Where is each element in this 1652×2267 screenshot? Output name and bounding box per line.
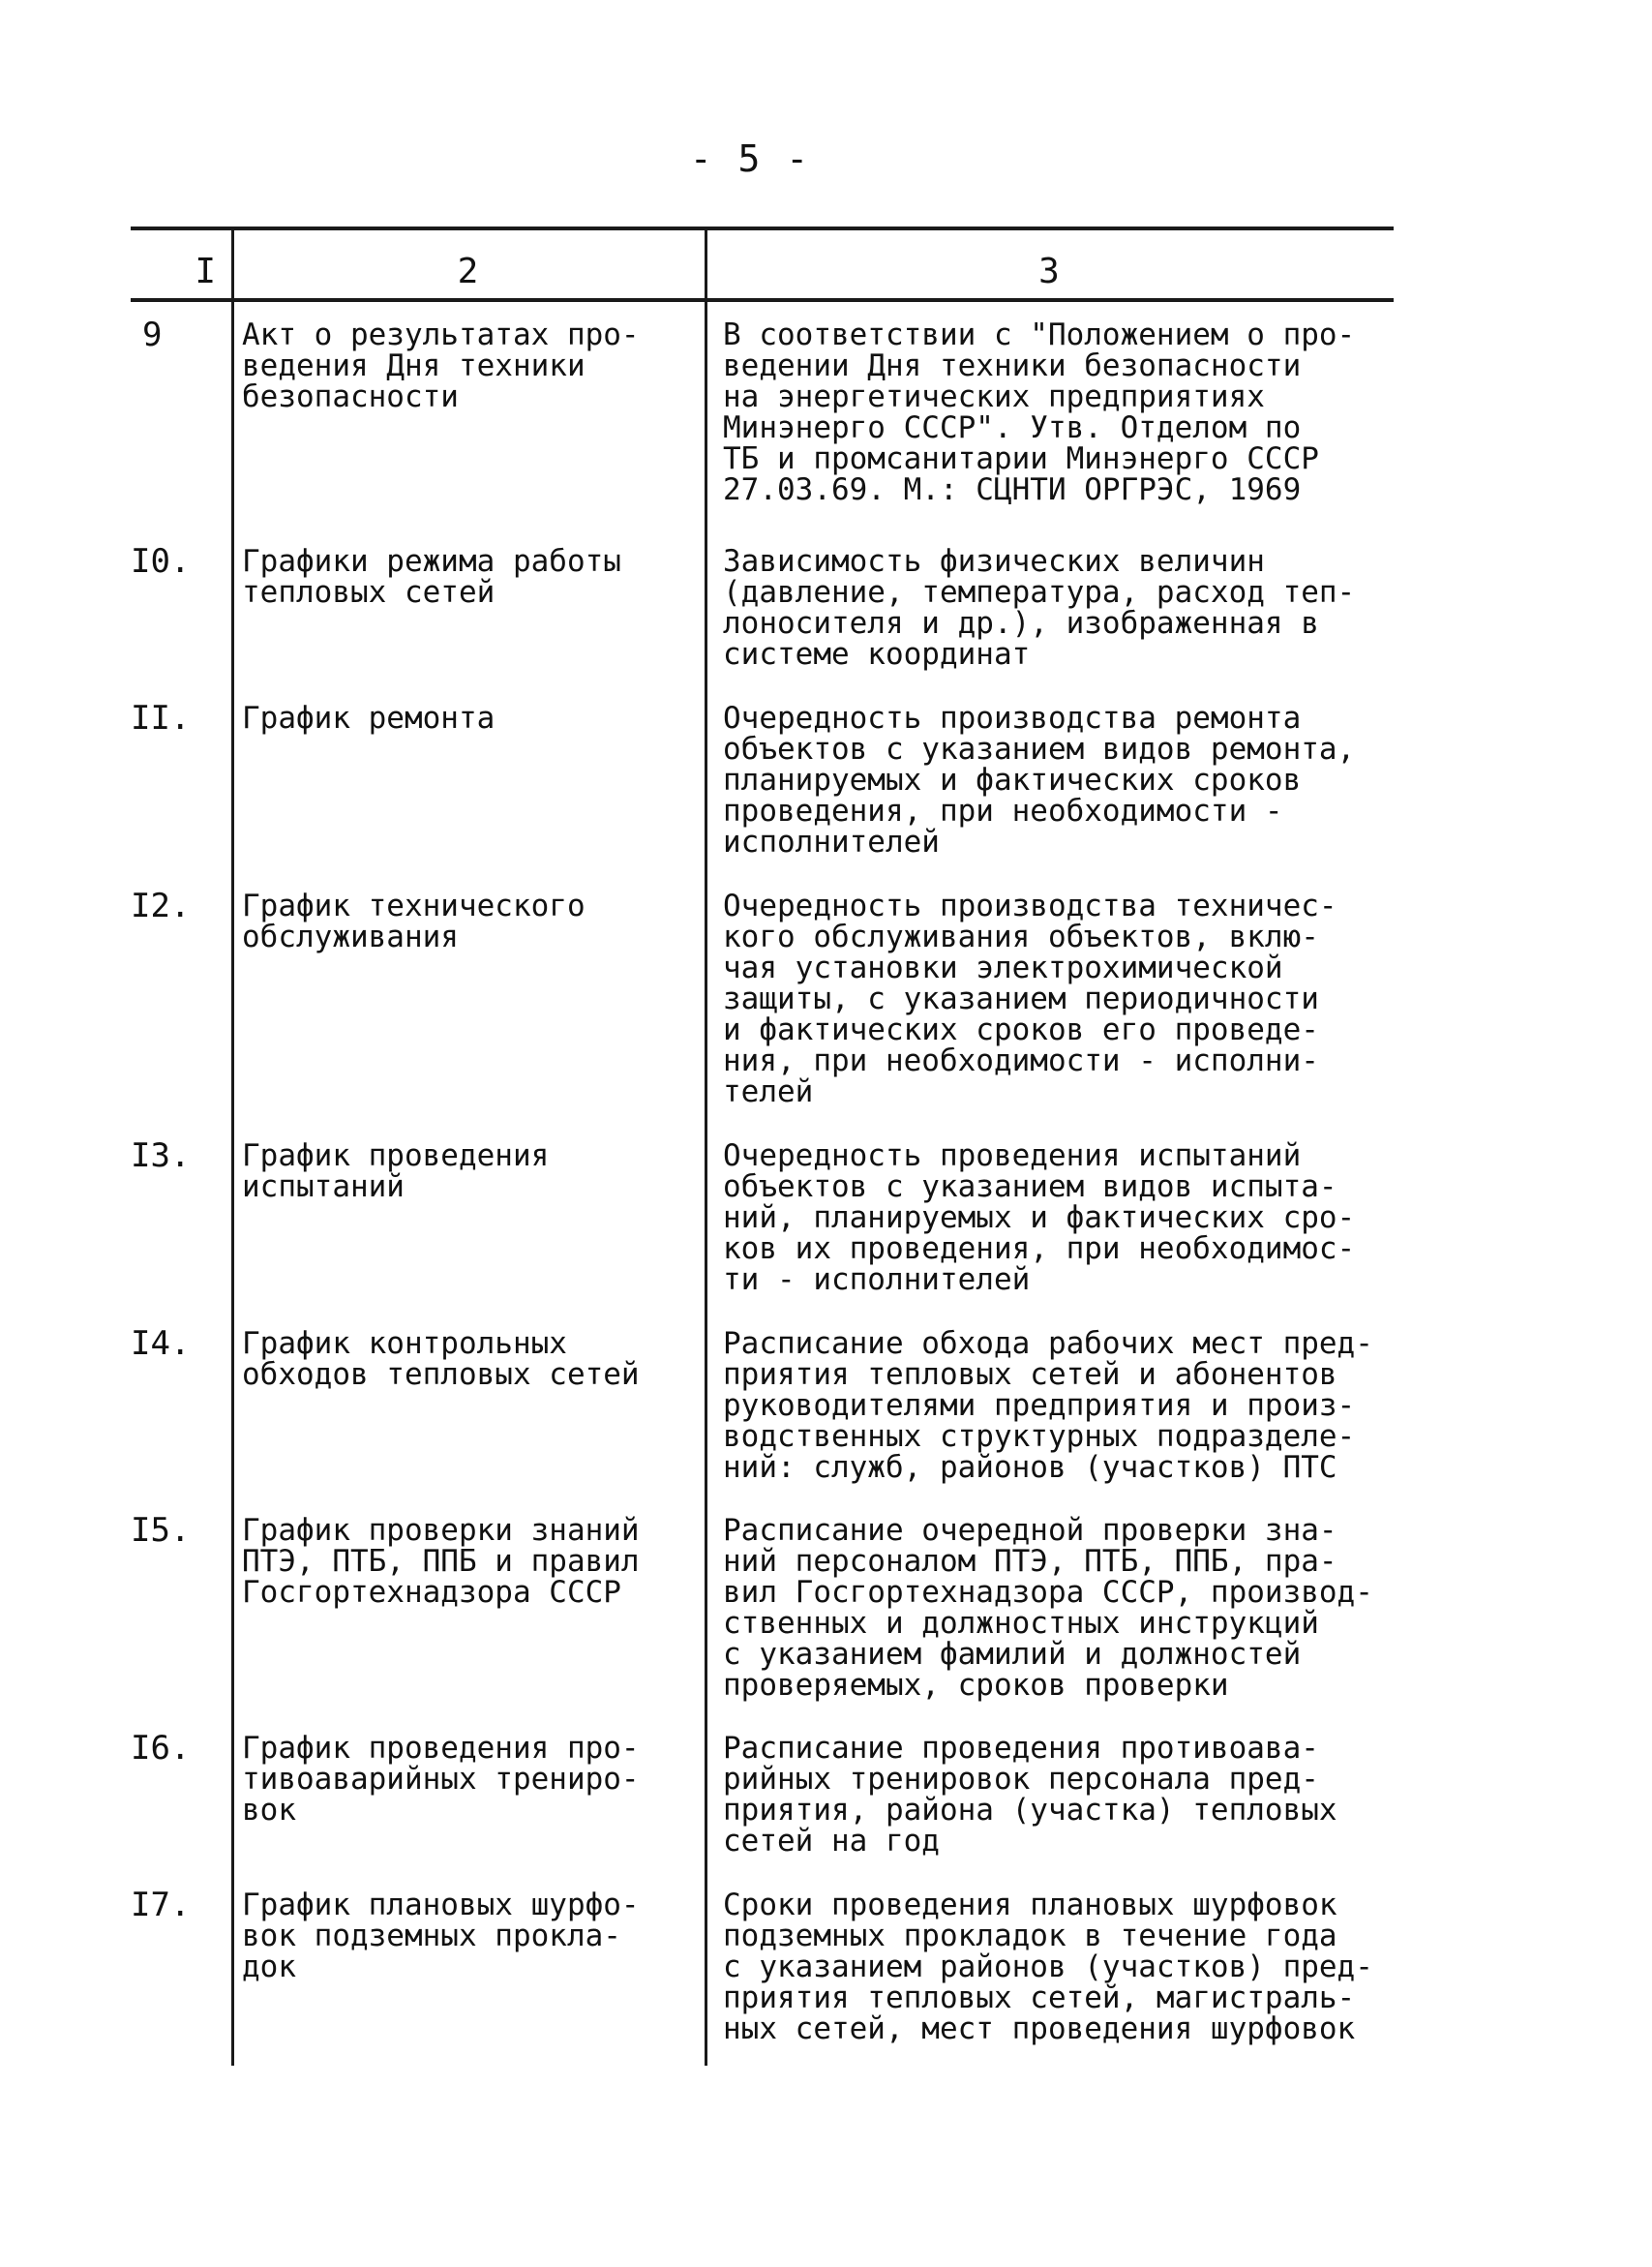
row-number: I3.	[131, 1136, 191, 1175]
header-col-3: 3	[1038, 252, 1060, 291]
row-definition: Расписание очередной проверки зна- ний персоналом ПТЭ, ПТБ, ППБ, пра- вил Госгортехнадзора СССР, производ- ственных и должностных инструкций с указанием фамилий и должностей проверяемых, сроков проверки	[723, 1513, 1373, 1703]
row-term: Акт о результатах про- ведения Дня техники безопасности	[242, 317, 640, 414]
header-col-1	[131, 252, 227, 291]
row-definition: В соответствии с "Положением о про- ведении Дня техники безопасности на энергетических предприятиях Минэнерго СССР". Утв. Отделом по ТБ и промсанитарии Минэнерго СССР 27.03.69. М.: СЦНТИ ОРГРЭС, 1969	[723, 317, 1356, 507]
header-col-1-label: I	[195, 252, 216, 291]
terms-table	[131, 227, 1394, 2066]
row-term: График проведения про- тивоаварийных трениро- вок	[242, 1731, 640, 1828]
row-number: I0.	[131, 542, 191, 581]
table-header-rule	[131, 298, 1394, 302]
row-number: I7.	[131, 1886, 191, 1924]
table-top-rule	[131, 227, 1394, 230]
header-col-2: 2	[457, 252, 479, 291]
row-definition: Зависимость физических величин (давление, температура, расход теп- лоносителя и др.), изображенная в системе координат	[723, 544, 1356, 672]
row-number: II.	[131, 699, 191, 738]
row-definition: Очередность проведения испытаний объектов с указанием видов испыта- ний, планируемых и фактических сро- ков их проведения, при необходимос- ти - исполнителей	[723, 1138, 1356, 1297]
row-term: График проверки знаний ПТЭ, ПТБ, ППБ и правил Госгортехнадзора СССР	[242, 1513, 640, 1610]
row-number: I5.	[131, 1511, 191, 1550]
row-number: I4.	[131, 1324, 191, 1363]
row-definition: Очередность производства ремонта объектов с указанием видов ремонта, планируемых и фактических сроков проведения, при необходимости - исполнителей	[723, 701, 1356, 860]
row-term: График ремонта	[242, 701, 496, 736]
row-term: График проведения испытаний	[242, 1138, 550, 1204]
row-number: I6.	[131, 1729, 191, 1768]
row-term: График контрольных обходов тепловых сетей	[242, 1326, 640, 1392]
page-number: - 5 -	[689, 137, 811, 180]
row-term: График плановых шурфо- вок подземных прокла- док	[242, 1888, 640, 1984]
row-number: 9	[142, 316, 163, 354]
row-definition: Расписание проведения противоава- рийных тренировок персонала пред- приятия, района (участка) тепловых сетей на год	[723, 1731, 1337, 1859]
row-term: Графики режима работы тепловых сетей	[242, 544, 621, 610]
row-definition: Сроки проведения плановых шурфовок подземных прокладок в течение года с указанием районов (участков) пред- приятия тепловых сетей, магистраль- ных сетей, мест проведения шурфовок	[723, 1888, 1373, 2046]
row-number: I2.	[131, 887, 191, 925]
row-term: График технического обслуживания	[242, 889, 586, 954]
column-divider-1	[231, 227, 234, 2066]
row-definition: Очередность производства техничес- кого обслуживания объектов, вклю- чая установки электрохимической защиты, с указанием периодичности и фактических сроков его проведе- ния, при необходимости - исполни- телей	[723, 889, 1337, 1109]
row-definition: Расписание обхода рабочих мест пред- приятия тепловых сетей и абонентов руководителями предприятия и произ- водственных структурных подразделе- ний: служб, районов (участков) ПТС	[723, 1326, 1373, 1485]
column-divider-2	[705, 227, 707, 2066]
